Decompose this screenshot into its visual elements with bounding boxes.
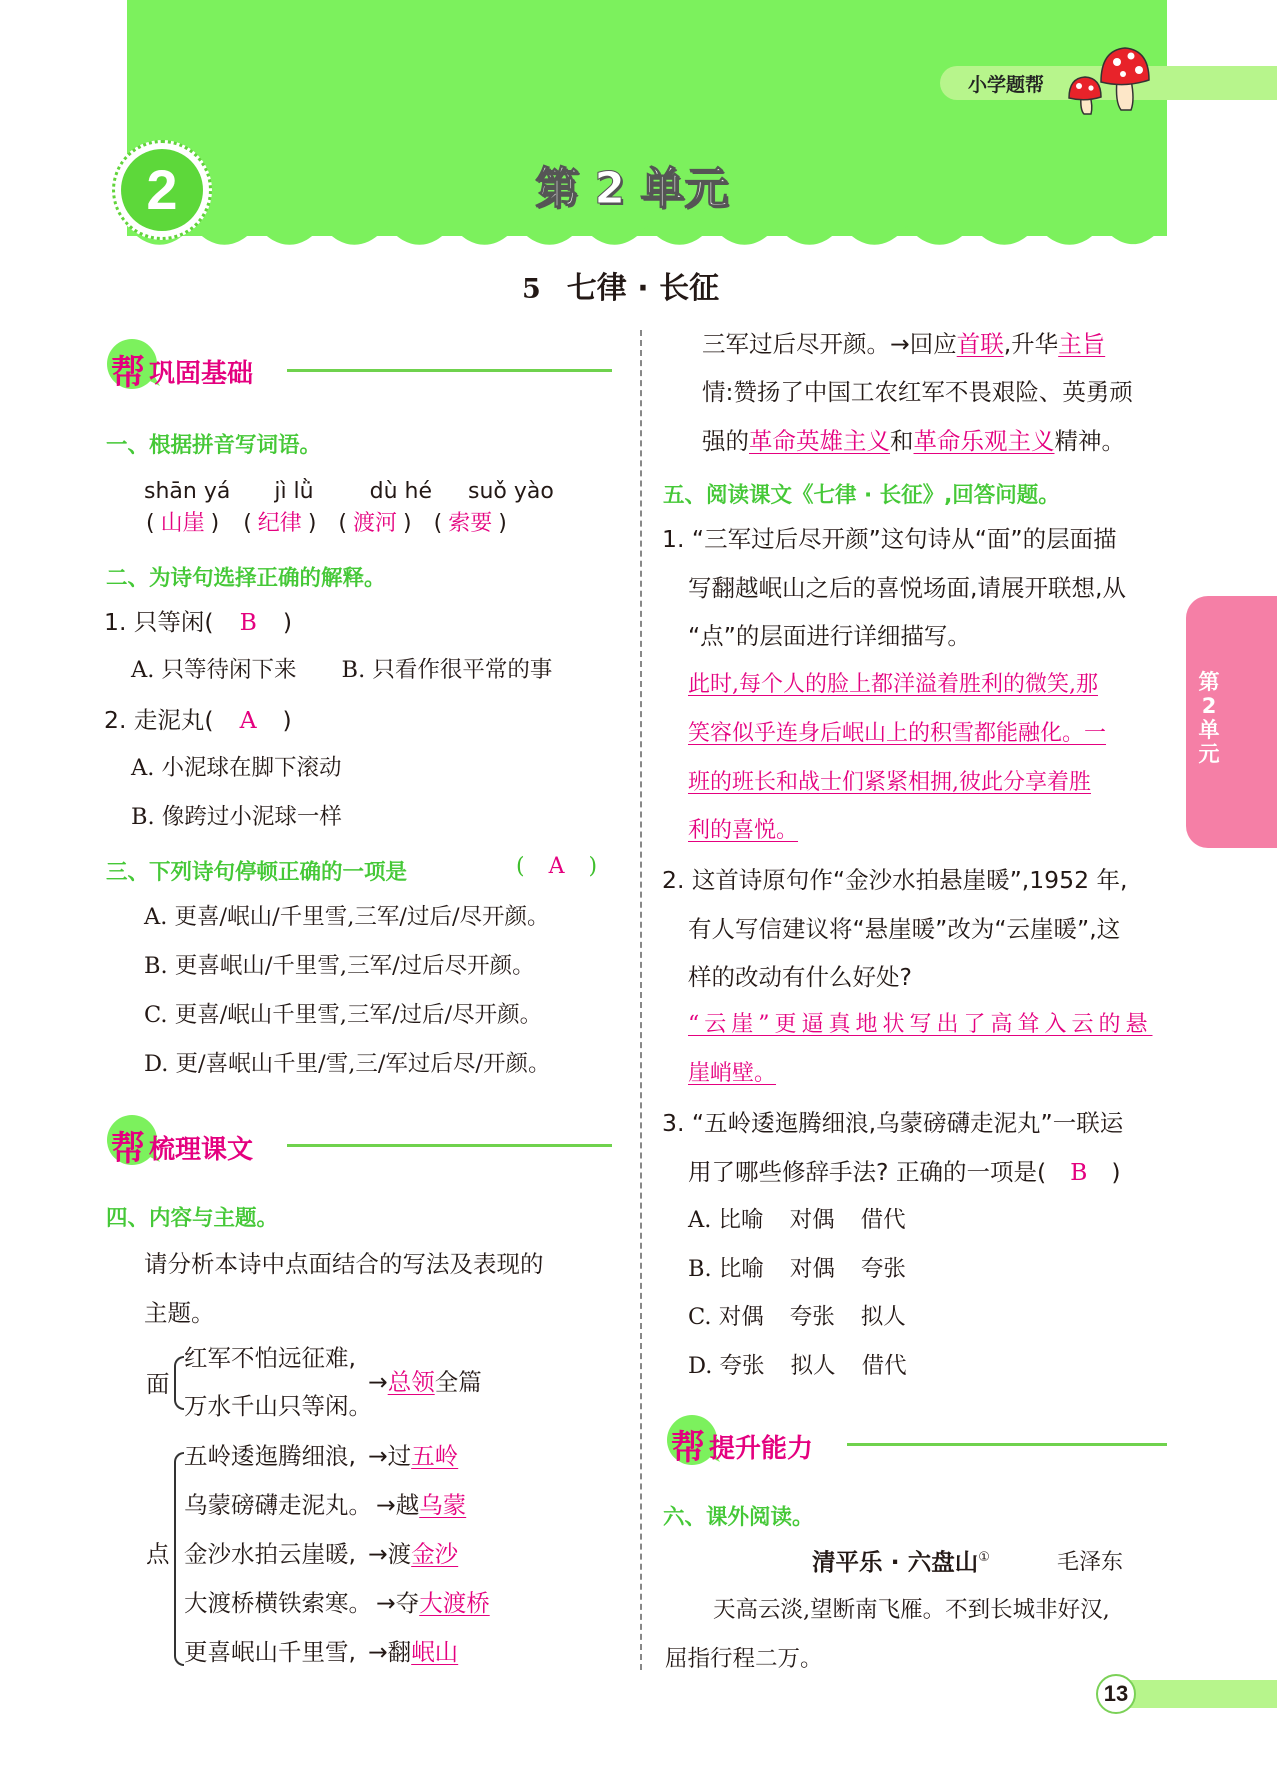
- answer: 岷山: [411, 1638, 459, 1666]
- answer: 渡河: [353, 511, 398, 536]
- text: 三军过后尽开颜。→回应: [702, 330, 957, 358]
- pinyin: dù hé: [369, 479, 432, 504]
- paren: ): [282, 706, 292, 734]
- section-title-improve: 提升能力: [709, 1434, 814, 1464]
- opt: D. 夸张: [688, 1353, 765, 1379]
- opt: 拟人: [860, 1304, 906, 1330]
- answer: 大渡桥: [419, 1589, 490, 1617]
- dian-label: 点: [146, 1540, 170, 1568]
- arrow: →翻: [367, 1638, 412, 1666]
- answer: 金沙: [411, 1540, 459, 1568]
- option: C. 更喜/岷山千里雪,三军/过后/尽开颜。: [144, 1002, 543, 1028]
- question-5-2-stem: 2. 这首诗原句作“金沙水拍悬崖暖”,1952 年,: [662, 866, 1128, 894]
- section-badge-text: 帮: [111, 1129, 145, 1169]
- option: A. 小泥球在脚下滚动: [131, 755, 342, 781]
- question-2-title: 二、为诗句选择正确的解释。: [106, 566, 386, 591]
- question-3-title: 三、下列诗句停顿正确的一项是: [106, 860, 408, 885]
- page-number: 13: [1096, 1674, 1136, 1714]
- section-badge-text: 帮: [671, 1428, 705, 1468]
- option: D. 更/喜岷山千里/雪,三/军过后尽/开颜。: [144, 1051, 551, 1077]
- question-4-prompt: 请分析本诗中点面结合的写法及表现的: [144, 1250, 544, 1278]
- opt: 拟人: [790, 1353, 836, 1379]
- opt: 夸张: [860, 1256, 906, 1282]
- question-5-2-answer: “云崖”更逼真地状写出了高耸入云的悬: [688, 1012, 1153, 1037]
- poem-line: 天高云淡,望断南飞雁。不到长城非好汉,: [713, 1597, 1110, 1623]
- poem-line: 五岭逶迤腾细浪,: [184, 1442, 356, 1470]
- answer-row: ( 山崖 ) ( 纪律 ) ( 渡河 ) ( 索要 ): [146, 511, 507, 536]
- poem-line: 乌蒙磅礴走泥丸。: [184, 1491, 372, 1519]
- unit-number: 2: [121, 149, 203, 231]
- question-3-answer: ( A ): [516, 854, 598, 879]
- title: 清平乐 · 六盘山: [812, 1548, 979, 1576]
- answer: 革命英雄主义: [749, 427, 890, 455]
- arrow: →: [368, 1368, 388, 1396]
- pinyin: shān yá: [144, 479, 231, 504]
- option: B. 更喜岷山/千里雪,三军/过后尽开颜。: [144, 953, 535, 979]
- mian-conclusion: [368, 1368, 482, 1396]
- dian-row: [184, 1491, 466, 1519]
- question-5-1-answer: 利的喜悦。: [688, 818, 799, 843]
- text: 精神。: [1054, 427, 1125, 455]
- brand-tag: 小学题帮: [968, 74, 1045, 96]
- text: ,升华: [1003, 330, 1059, 358]
- poem-line: 屈指行程二万。: [665, 1646, 823, 1672]
- stem: 1. 只等闲(: [104, 608, 214, 636]
- continuation-line: 情:赞扬了中国工农红军不畏艰险、英勇顽: [702, 378, 1133, 406]
- footnote-mark: ①: [978, 1550, 990, 1566]
- answer: 首联: [956, 330, 1004, 358]
- brace: [174, 1356, 184, 1410]
- question-2-item-1: [104, 608, 292, 636]
- section-badge-text: 帮: [111, 353, 145, 393]
- question-5-2-answer: 崖峭壁。: [688, 1061, 777, 1086]
- opt: 借代: [861, 1353, 907, 1379]
- option: A. 更喜/岷山/千里雪,三军/过后/尽开颜。: [144, 904, 550, 930]
- answer: A: [548, 854, 565, 879]
- section-title-sort: 梳理课文: [149, 1135, 254, 1165]
- pinyin: suǒ yào: [468, 479, 554, 504]
- poem-line: 红军不怕远征难,: [184, 1344, 356, 1372]
- lesson-number: 5: [522, 274, 541, 305]
- answer: 革命乐观主义: [913, 427, 1055, 455]
- dian-row: [184, 1442, 458, 1470]
- stem: 2. 走泥丸(: [104, 706, 214, 734]
- question-4-title: 四、内容与主题。: [106, 1206, 279, 1231]
- lesson-title: [522, 263, 719, 307]
- option: [688, 1304, 906, 1331]
- opt: B. 比喻: [688, 1256, 764, 1282]
- lesson-name: 七律 · 长征: [566, 271, 720, 306]
- question-5-1-answer: 笑容似乎连身后岷山上的积雪都能融化。一: [688, 721, 1107, 746]
- pinyin-row: [144, 479, 554, 505]
- poem-line: 更喜岷山千里雪,: [184, 1638, 356, 1666]
- text: 和: [890, 427, 914, 455]
- option: [688, 1207, 906, 1234]
- arrow: →夺: [376, 1589, 420, 1617]
- answer: B: [1070, 1158, 1088, 1186]
- answer: 总领: [387, 1368, 435, 1396]
- question-5-1-stem: “点”的层面进行详细描写。: [688, 622, 971, 650]
- paren: ): [282, 608, 293, 636]
- question-5-1-stem: 1. “三军过后尽开颜”这句诗从“面”的层面描: [662, 525, 1117, 553]
- unit-title: 第 2 单元: [535, 163, 729, 214]
- question-6-title: 六、课外阅读。: [663, 1505, 814, 1530]
- column-divider: [640, 330, 642, 1670]
- opt: 对偶: [789, 1256, 835, 1282]
- arrow: →渡: [367, 1540, 412, 1568]
- poem-title: [812, 1548, 990, 1576]
- answer: 纪律: [257, 511, 302, 536]
- answer: B: [239, 608, 257, 636]
- arrow: →越: [376, 1491, 420, 1519]
- option: B. 像跨过小泥球一样: [131, 804, 342, 830]
- dian-row: [184, 1540, 458, 1568]
- section-rule: [287, 369, 612, 372]
- answer: A: [239, 706, 257, 734]
- answer: 主旨: [1058, 330, 1106, 358]
- opt: C. 对偶: [688, 1304, 764, 1330]
- question-5-3-stem: [688, 1158, 1121, 1186]
- poem-author: 毛泽东: [1057, 1550, 1124, 1575]
- poem-line: 大渡桥横铁索寒。: [184, 1589, 372, 1617]
- question-5-1-answer: 此时,每个人的脸上都洋溢着胜利的微笑,那: [688, 672, 1098, 697]
- text: 用了哪些修辞手法? 正确的一项是(: [688, 1158, 1047, 1186]
- mushroom-icon: [1065, 44, 1150, 116]
- answer: 乌蒙: [419, 1491, 467, 1519]
- section-title-consolidate: 巩固基础: [149, 359, 254, 389]
- opt: 夸张: [789, 1304, 835, 1330]
- arrow: →过: [367, 1442, 412, 1470]
- opt: 借代: [860, 1207, 906, 1233]
- section-rule: [287, 1144, 612, 1147]
- poem-line: 金沙水拍云崖暖,: [184, 1540, 356, 1568]
- question-2-item-1-options: A. 只等待闲下来 B. 只看作很平常的事: [131, 657, 553, 683]
- question-5-3-stem: 3. “五岭逶迤腾细浪,乌蒙磅礴走泥丸”一联运: [662, 1109, 1124, 1137]
- opt: 对偶: [789, 1207, 835, 1233]
- side-tab-label: 第2单元: [1198, 670, 1220, 767]
- continuation-line: [702, 330, 1105, 358]
- question-2-item-2: [104, 706, 292, 734]
- question-5-1-stem: 写翻越岷山之后的喜悦场面,请展开联想,从: [688, 574, 1126, 602]
- continuation-line: [702, 427, 1125, 455]
- answer: 五岭: [411, 1442, 459, 1470]
- question-1-title: 一、根据拼音写词语。: [106, 433, 322, 458]
- option: [688, 1353, 907, 1380]
- question-4-prompt: 主题。: [144, 1299, 215, 1327]
- paren: ): [1111, 1158, 1121, 1186]
- dian-row: [184, 1638, 458, 1666]
- brace: [174, 1452, 184, 1666]
- option: [688, 1256, 906, 1283]
- dian-row: [184, 1589, 490, 1617]
- question-5-title: 五、阅读课文《七律 · 长征》,回答问题。: [663, 483, 1060, 508]
- question-5-2-stem: 有人写信建议将“悬崖暖”改为“云崖暖”,这: [688, 915, 1121, 943]
- answer: 索要: [448, 511, 493, 536]
- mian-label: 面: [146, 1370, 170, 1398]
- question-5-1-answer: 班的班长和战士们紧紧相拥,彼此分享着胜: [688, 770, 1091, 795]
- section-rule: [847, 1443, 1167, 1446]
- text: 全篇: [434, 1368, 482, 1396]
- question-5-2-stem: 样的改动有什么好处?: [688, 963, 912, 991]
- pinyin: jì lǜ: [274, 479, 314, 504]
- opt: A. 比喻: [688, 1207, 764, 1233]
- poem-line: 万水千山只等闲。: [184, 1392, 372, 1420]
- answer: 山崖: [160, 511, 205, 536]
- text: 强的: [702, 427, 749, 455]
